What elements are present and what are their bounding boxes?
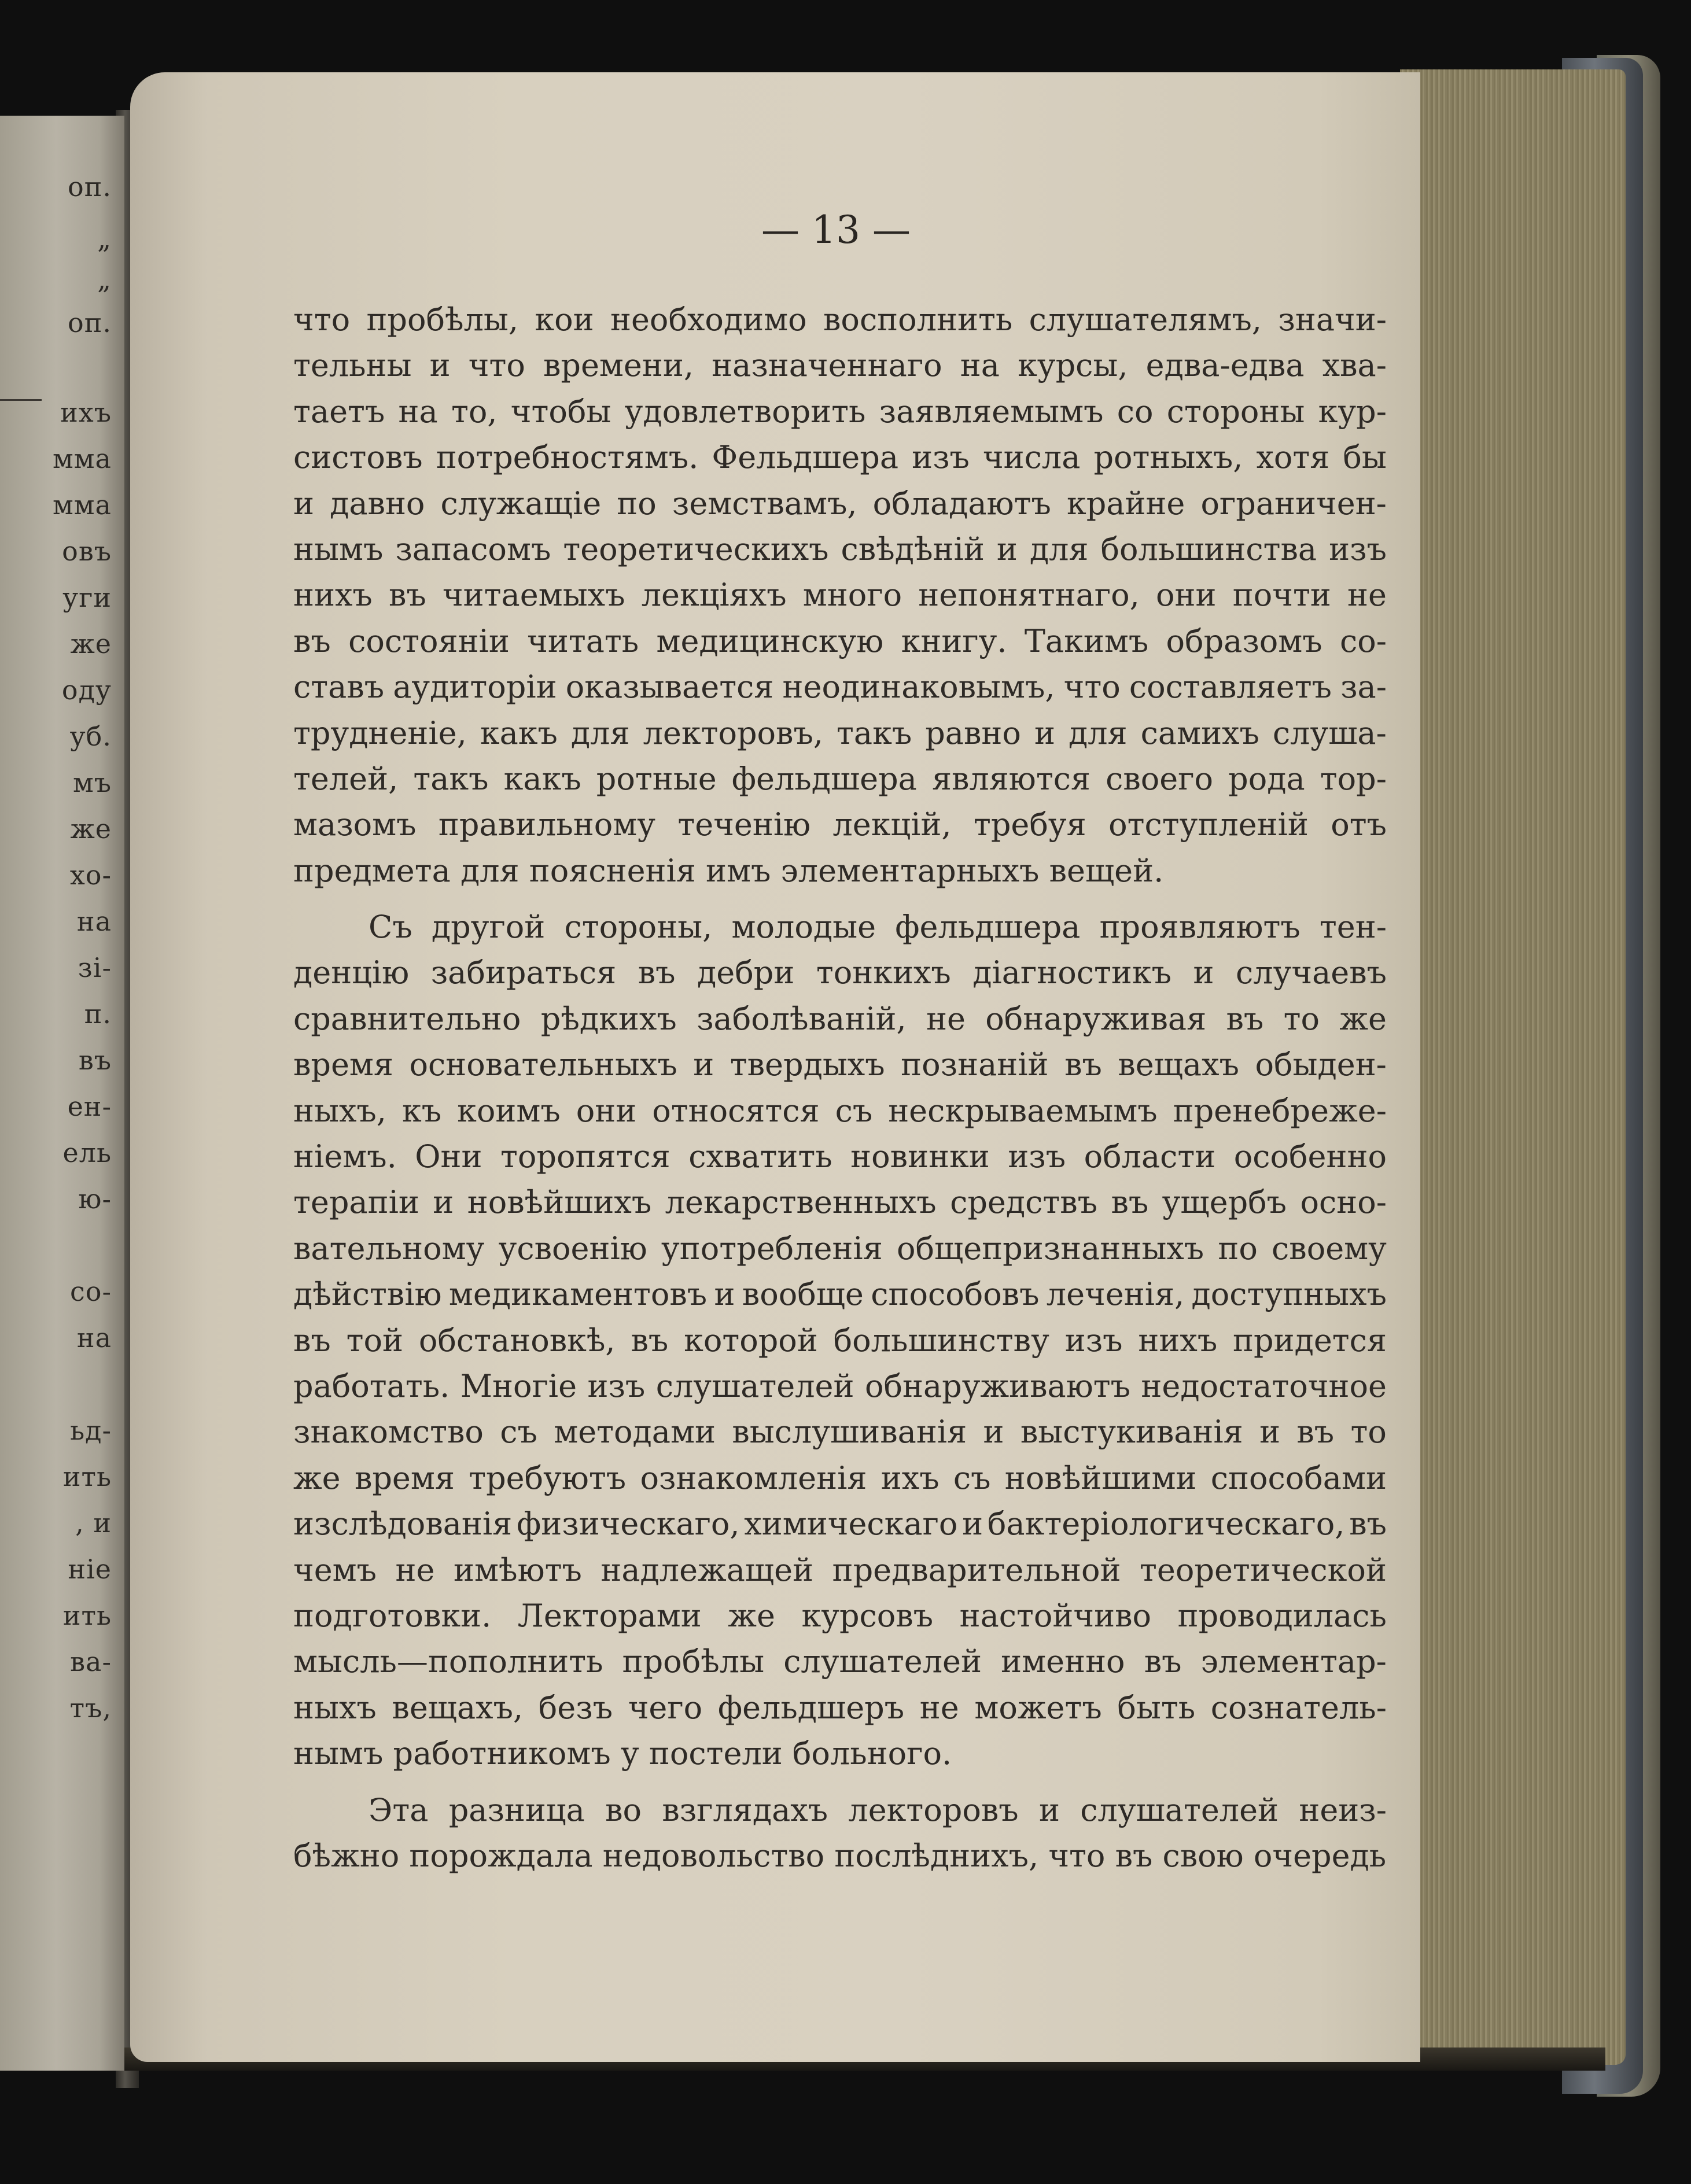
text-line: сравнительно рѣдкихъ заболѣваній, не обнаруживая въ то же xyxy=(293,1000,1387,1037)
left-page-fragment: ить xyxy=(62,1461,112,1492)
left-page-fragment: же xyxy=(70,628,112,659)
text-line: въ той обстановкѣ, въ которой большинству изъ нихъ придется xyxy=(293,1322,1387,1359)
left-page-fragment: на xyxy=(76,1322,112,1353)
left-page-fragment: „ xyxy=(97,223,112,254)
left-page-rule xyxy=(0,399,42,401)
left-page-fragment: овъ xyxy=(62,536,112,567)
left-page-fragment: ю- xyxy=(78,1183,112,1215)
page-number: — 13 — xyxy=(761,208,911,252)
text-line: вательному усвоенію употребленія общепризнанныхъ по своему xyxy=(293,1230,1387,1267)
text-line: систовъ потребностямъ. Фельдшера изъ числа ротныхъ, хотя бы xyxy=(293,439,1387,476)
left-page-fragment: мъ xyxy=(72,767,112,798)
left-page-fragment: со- xyxy=(70,1276,112,1307)
text-line: тельны и что времени, назначеннаго на курсы, едва-едва хва- xyxy=(293,347,1387,384)
left-page-fragment: ить xyxy=(62,1600,112,1631)
text-line: нымъ работникомъ у постели больного. xyxy=(293,1735,952,1772)
text-line: таетъ на то, чтобы удовлетворить заявляемымъ со стороны кур- xyxy=(293,393,1387,430)
left-page xyxy=(0,116,124,2071)
text-line: нымъ запасомъ теоретическихъ свѣдѣній и для большинства изъ xyxy=(293,530,1387,567)
text-line: дѣйствію медикаментовъ и вообще способовъ леченія, доступныхъ xyxy=(293,1276,1387,1313)
left-page-fragment: оп. xyxy=(68,171,112,202)
text-line: мазомъ правильному теченію лекцій, требуя отступленій отъ xyxy=(293,806,1387,843)
left-page-fragment: же xyxy=(70,813,112,844)
right-page xyxy=(130,72,1420,2062)
left-page-fragment: ихъ xyxy=(60,397,112,428)
text-line: ставъ аудиторіи оказывается неодинаковымъ, что составляетъ за- xyxy=(293,669,1387,706)
text-line: Съ другой стороны, молодые фельдшера проявляютъ тен- xyxy=(369,909,1387,946)
left-page-fragment: уб. xyxy=(69,721,112,752)
text-line: ныхъ вещахъ, безъ чего фельдшеръ не можетъ быть сознатель- xyxy=(293,1689,1387,1726)
text-line: Эта разница во взглядахъ лекторовъ и слушателей неиз- xyxy=(369,1791,1387,1828)
text-line: ніемъ. Они торопятся схватить новинки изъ области особенно xyxy=(293,1138,1387,1175)
left-page-fragment: ен- xyxy=(67,1091,112,1122)
left-page-fragment: тъ, xyxy=(69,1692,112,1724)
text-line: телей, такъ какъ ротные фельдшера являются своего рода тор- xyxy=(293,760,1387,797)
text-line: же время требуютъ ознакомленія ихъ съ новѣйшими способами xyxy=(293,1459,1387,1496)
left-page-fragment: ьд- xyxy=(70,1415,112,1446)
text-line: въ состояніи читать медицинскую книгу. Такимъ образомъ со- xyxy=(293,622,1387,659)
text-line: трудненіе, какъ для лекторовъ, такъ равно и для самихъ слуша- xyxy=(293,714,1387,751)
left-page-fragment: на xyxy=(76,906,112,937)
text-line: что пробѣлы, кои необходимо восполнить слушателямъ, значи- xyxy=(293,301,1387,338)
text-line: знакомство съ методами выслушиванія и выстукиванія и въ то xyxy=(293,1414,1387,1451)
left-page-fragment: „ xyxy=(97,264,112,295)
left-page-fragment: ніе xyxy=(68,1554,112,1585)
text-line: время основательныхъ и твердыхъ познаній въ вещахъ обыден- xyxy=(293,1046,1387,1083)
left-page-fragment: хо- xyxy=(69,859,112,891)
text-line: и давно служащіе по земствамъ, обладаютъ крайне ограничен- xyxy=(293,485,1387,522)
left-page-fragment: ель xyxy=(62,1137,112,1168)
text-line: работать. Многіе изъ слушателей обнаруживаютъ недостаточное xyxy=(293,1367,1387,1404)
left-page-fragment: ва- xyxy=(70,1646,112,1677)
text-line: ныхъ, къ коимъ они относятся съ нескрываемымъ пренебреже- xyxy=(293,1092,1387,1129)
text-line: предмета для поясненія имъ элементарныхъ вещей. xyxy=(293,852,1164,889)
left-page-fragment: , и xyxy=(75,1507,112,1539)
text-line: мысль—пополнить пробѣлы слушателей именно въ элементар- xyxy=(293,1643,1387,1680)
text-line: денцію забираться въ дебри тонкихъ діагностикъ и случаевъ xyxy=(293,954,1387,991)
left-page-fragment: въ xyxy=(78,1045,112,1076)
text-line: бѣжно порождала недовольство послѣднихъ, что въ свою очередь xyxy=(293,1837,1387,1874)
text-line: подготовки. Лекторами же курсовъ настойчиво проводилась xyxy=(293,1597,1387,1634)
text-line: чемъ не имѣютъ надлежащей предварительной теоретической xyxy=(293,1551,1387,1588)
text-line: изслѣдованія физическаго, химическаго и бактеріологическаго, въ xyxy=(293,1506,1387,1543)
body-text xyxy=(293,297,1387,1879)
text-line: терапіи и новѣйшихъ лекарственныхъ средствъ въ ущербъ осно- xyxy=(293,1184,1387,1221)
left-page-fragment: уги xyxy=(62,582,112,613)
left-page-fragment: зі- xyxy=(78,952,112,983)
left-page-fragment: оп. xyxy=(68,307,112,338)
left-page-fragment: оду xyxy=(61,674,112,706)
paragraph-gap xyxy=(293,1777,1387,1787)
paragraph-gap xyxy=(293,894,1387,904)
left-page-fragment: мма xyxy=(53,489,112,521)
left-page-fragment: мма xyxy=(53,443,112,474)
text-line: нихъ въ читаемыхъ лекціяхъ много непонятнаго, они почти не xyxy=(293,577,1387,614)
page-block-edge xyxy=(1400,69,1626,2065)
left-page-fragment: п. xyxy=(84,998,112,1030)
